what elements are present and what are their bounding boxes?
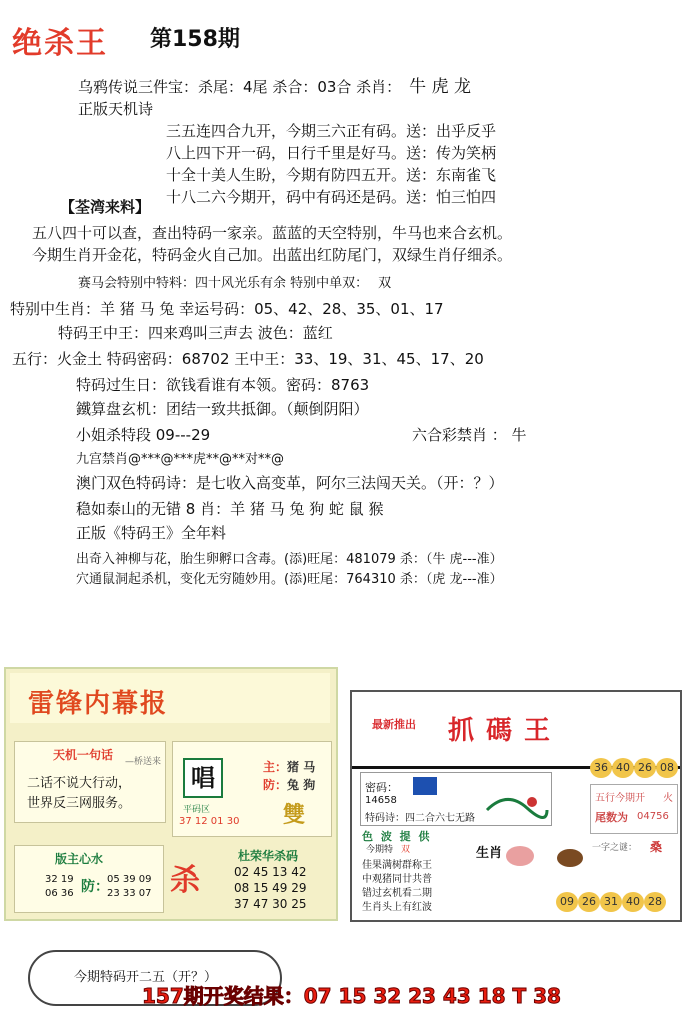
heart-fang: 防： [81, 879, 109, 895]
heart-grid-1: 32 19 [45, 874, 74, 885]
poem-line-2: 八上四下开一码，日行千里是好马。送：传为笑柄 [166, 144, 497, 162]
zhuamawang-panel [350, 690, 682, 922]
leifeng-header [10, 673, 330, 723]
line-five-elements: 五行：火金土 特码密码：68702 王中王：33、19、31、45、17、20 [12, 350, 484, 368]
quanwan-line-2: 今期生肖开金花，特码金火自己加。出蓝出红防尾门，双绿生肖仔细杀。 [32, 246, 513, 264]
teshi: 特码诗：四二合六七无路 [365, 813, 475, 824]
zhuamawang-title: 抓碼王 [448, 716, 563, 746]
shengxiao-label: 生肖 [476, 846, 503, 861]
tianji-label: 天机一句话 [53, 748, 114, 762]
mima-num: 14658 [365, 795, 397, 806]
ball-top-2: 40 [612, 758, 634, 778]
ball-top-4: 08 [656, 758, 678, 778]
line-crow: 乌鸦传说三件宝：杀尾：4尾 杀合：03合 杀肖： 牛 虎 龙 [78, 77, 471, 97]
tianji-sub: —桥送来 [125, 757, 162, 767]
fang-label: 防：兔 狗 [263, 778, 316, 792]
pig-image [502, 842, 538, 870]
line-horse-club: 赛马会特别中特料：四十风光乐有余 特别中单双： 双 [78, 276, 392, 291]
issue-number: 第158期 [150, 27, 240, 52]
poem-r2: 中观猪同廿共普 [362, 874, 432, 885]
heart-grid-4: 23 33 07 [107, 888, 152, 899]
section-quanwan: 【荃湾来料】 [60, 198, 151, 216]
poem-r3: 错过玄机看二期 [362, 888, 432, 899]
heart-label: 版主心水 [55, 852, 104, 866]
ball-bottom-4: 40 [622, 892, 644, 912]
ball-bottom-2: 26 [578, 892, 600, 912]
line-zhengban-poem-label: 正版天机诗 [78, 100, 154, 118]
poem-line-4: 十八二六今期开，码中有码还是码。送：怕三怕四 [166, 188, 497, 206]
zhu-label: 主：猪 马 [263, 760, 316, 774]
ball-top-3: 26 [634, 758, 656, 778]
wuxing-val: 火 [663, 793, 673, 804]
ball-bottom-1: 09 [556, 892, 578, 912]
logo-icon [413, 777, 437, 795]
page-title: 绝杀王 [12, 26, 108, 61]
cloud-text: 今期特码开二五（开？） [74, 970, 218, 985]
pingma-label: 平码区 [183, 805, 211, 815]
bird-icon [482, 780, 552, 824]
line-extra-2: 穴通鼠洞起杀机，变化无穷随妙用。(添)旺尾：764310 杀：（虎 龙---准） [76, 572, 503, 587]
zhuamawang-header [352, 692, 680, 769]
leifeng-title: 雷锋内幕报 [28, 689, 169, 719]
line-banned-zodiac: 六合彩禁肖 ： 牛 [412, 426, 527, 444]
killnum-row-2: 08 15 49 29 [234, 881, 307, 895]
pingma-nums: 37 12 01 30 [179, 816, 240, 827]
yizi-val: 桑 [650, 840, 663, 854]
killnum-label: 杜荣华杀码 [238, 849, 299, 863]
poem-r1: 佳果满树群称王 [362, 860, 432, 871]
line-special-zodiac: 特别中生肖：羊 猪 马 兔 幸运号码：05、42、28、35、01、17 [10, 300, 444, 318]
wuxing-label: 五行今期开 [595, 793, 645, 804]
line-birthday: 特码过生日：欲钱看谁有本领。密码：8763 [76, 376, 370, 394]
poem-r4: 生肖头上有红波 [362, 902, 432, 913]
bird-image [482, 780, 552, 824]
draw-result: 157期开奖结果：07 15 32 23 43 18 T 38 [142, 984, 561, 1008]
sing-char: 唱 [183, 758, 223, 798]
wuxing-box [590, 784, 678, 834]
poem-line-3: 十全十美人生盼，今期有防四五开。送：东南雀飞 [166, 166, 497, 184]
jinqi: 今期特 双 [366, 845, 411, 855]
line-fullyear: 正版《特码王》全年料 [76, 524, 227, 542]
poem-line-1: 三五连四合九开，今期三六正有码。送：出乎反乎 [166, 122, 497, 140]
ball-top-1: 36 [590, 758, 612, 778]
zhuamawang-sub: 最新推出 [372, 718, 416, 731]
leifeng-panel [4, 667, 338, 921]
heart-grid-3: 05 39 09 [107, 874, 152, 885]
killnum-row-1: 02 45 13 42 [234, 865, 307, 879]
weishu-label: 尾数为 [595, 811, 628, 824]
weishu-val: 04756 [637, 811, 669, 822]
ball-bottom-5: 28 [644, 892, 666, 912]
mima-label: 密码： [365, 781, 398, 794]
heart-box [14, 845, 164, 913]
pig-icon [502, 842, 538, 870]
ball-bottom-3: 31 [600, 892, 622, 912]
line-macau-poem: 澳门双色特码诗：是七收入高变革，阿尔三法闯天关。（开：？） [76, 474, 504, 492]
line-nine-palace: 九宫禁肖@***@***虎**@**对**@ [76, 452, 285, 467]
tianji-box [14, 741, 166, 823]
yizi-label: 一字之谜： [592, 843, 638, 853]
sing-box [172, 741, 332, 837]
mouse-image [552, 842, 588, 872]
heart-grid-2: 06 36 [45, 888, 74, 899]
line-extra-1: 出奇入神柳与花，胎生卵孵口含毒。(添)旺尾：481079 杀：（牛 虎---准） [76, 552, 503, 567]
line-eight-zodiac: 稳如泰山的无错 8 肖：羊 猪 马 兔 狗 蛇 鼠 猴 [76, 500, 384, 518]
killnum-row-3: 37 47 30 25 [234, 897, 307, 911]
line-miss-kill: 小姐杀特段 09---29 [76, 426, 211, 444]
tabs: 色 波 提 供 [362, 830, 432, 843]
quanwan-line-1: 五八四十可以查，查出特码一家亲。蓝蓝的天空特别，牛马也来合玄机。 [32, 224, 513, 242]
sha-char: 杀 [170, 863, 200, 898]
line-iron-abacus: 鐵算盘玄机：团结一致共抵御。（颠倒阴阳） [76, 400, 369, 418]
tianji-text-1: 二话不说大行动， [27, 776, 132, 791]
mouse-icon [552, 842, 588, 872]
shuang-char: 雙 [283, 803, 306, 828]
tianji-text-2: 世界反三网服务。 [27, 796, 132, 811]
line-king-of-kings: 特码王中王：四来鸡叫三声去 波色：蓝红 [58, 324, 333, 342]
